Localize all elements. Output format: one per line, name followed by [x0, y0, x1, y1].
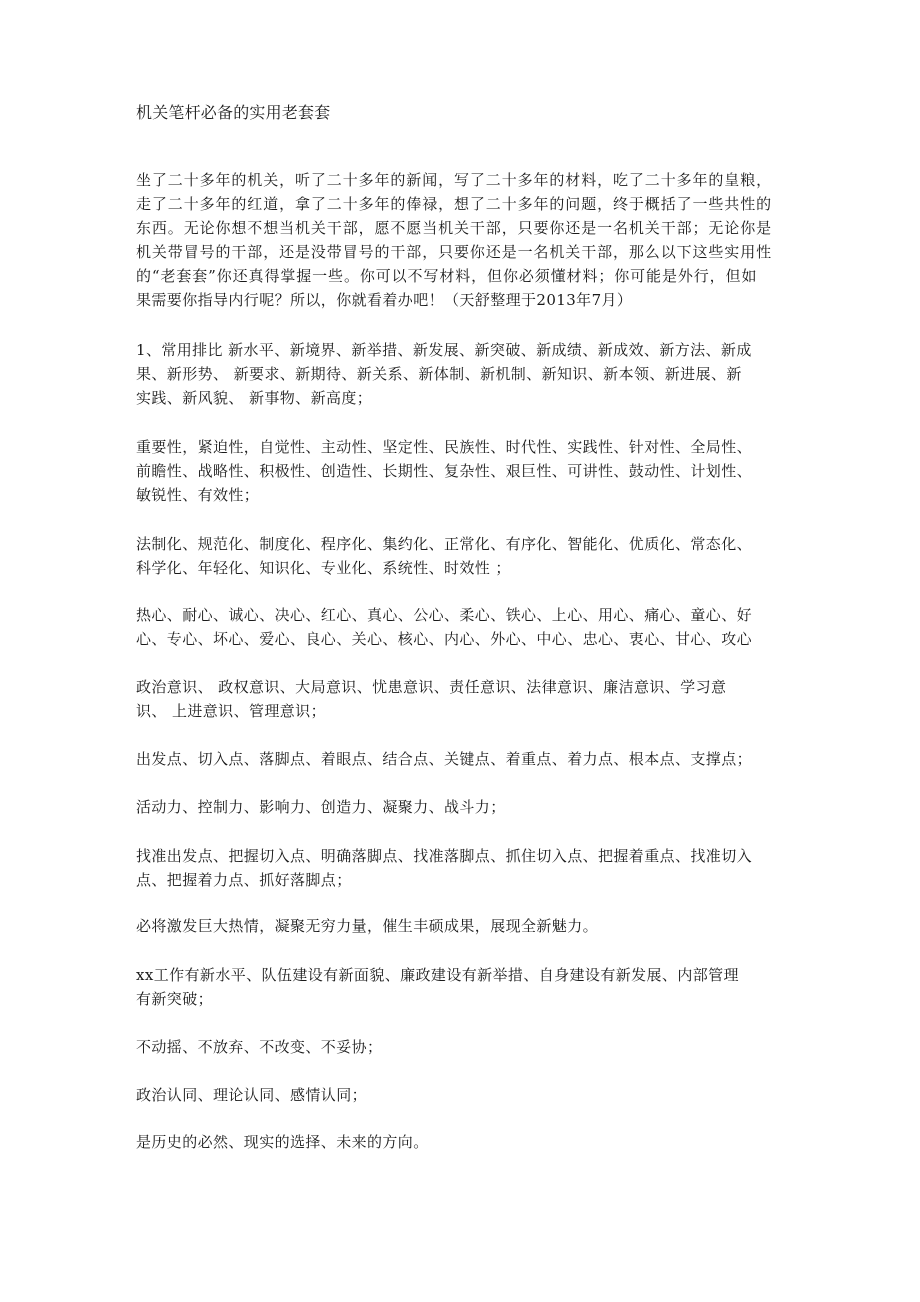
document-title: 机关笔杆必备的实用老套套	[136, 103, 331, 122]
paragraph-line: 重要性，紧迫性，自觉性、主动性、坚定性、民族性、时代性、实践性、针对性、全局性、	[136, 438, 753, 456]
paragraph-line: 实践、新风貌、 新事物、新高度；	[136, 389, 373, 407]
intro-line: 的“老套套”你还真得掌握一些。你可以不写材料，但你必须懂材料；你可能是外行，但如	[136, 267, 758, 285]
paragraph-line: 点、把握着力点、抓好落脚点；	[136, 871, 352, 889]
paragraph-line: 活动力、控制力、影响力、创造力、凝聚力、战斗力；	[136, 798, 506, 816]
paragraph-line: 科学化、年轻化、知识化、专业化、系统性、时效性 ；	[136, 559, 511, 577]
paragraph-line: 1、常用排比 新水平、新境界、新举措、新发展、新突破、新成绩、新成效、新方法、新成	[136, 341, 752, 359]
paragraph-line: 政治认同、理论认同、感情认同；	[136, 1086, 368, 1104]
paragraph-line: 果、新形势、 新要求、新期待、新关系、新体制、新机制、新知识、新本领、新进展、新	[136, 365, 742, 383]
paragraph-line: 识、 上进意识、管理意识；	[136, 702, 326, 720]
paragraph-line: 敏锐性、有效性；	[136, 486, 260, 504]
paragraph-line: 是历史的必然、现实的选择、未来的方向。	[136, 1133, 429, 1151]
paragraph-line: 法制化、规范化、制度化、程序化、集约化、正常化、有序化、智能化、优质化、常态化、	[136, 535, 753, 553]
paragraph-line: 必将激发巨大热情，凝聚无穷力量，催生丰硕成果，展现全新魅力。	[136, 917, 599, 935]
paragraph-line: 政治意识、 政权意识、大局意识、忧患意识、责任意识、法律意识、廉洁意识、学习意	[136, 678, 727, 696]
intro-line: 东西。无论你想不想当机关干部，愿不愿当机关干部，只要你还是一名机关干部；无论你是	[136, 219, 773, 237]
paragraph-line: 热心、耐心、诚心、决心、红心、真心、公心、柔心、铁心、上心、用心、痛心、童心、好	[136, 606, 753, 624]
paragraph-line: 出发点、切入点、落脚点、着眼点、结合点、关键点、着重点、着力点、根本点、支撑点；	[136, 750, 753, 768]
intro-line: 机关带冒号的干部，还是没带冒号的干部，只要你还是一名机关干部，那么以下这些实用性	[136, 243, 773, 261]
paragraph-line: 前瞻性、战略性、积极性、创造性、长期性、复杂性、艰巨性、可讲性、鼓动性、计划性、	[136, 462, 753, 480]
paragraph-line: xx工作有新水平、队伍建设有新面貌、廉政建设有新举措、自身建设有新发展、内部管理	[136, 966, 739, 984]
intro-line: 坐了二十多年的机关，听了二十多年的新闻，写了二十多年的材料，吃了二十多年的皇粮，	[136, 171, 773, 189]
intro-line: 果需要你指导内行呢？所以，你就看着办吧！（天舒整理于2013年7月）	[136, 291, 633, 309]
paragraph-line: 找准出发点、把握切入点、明确落脚点、找准落脚点、抓住切入点、把握着重点、找准切入	[136, 847, 753, 865]
paragraph-line: 心、专心、坏心、爱心、良心、关心、核心、内心、外心、中心、忠心、衷心、甘心、攻心	[136, 630, 753, 648]
paragraph-line: 有新突破；	[136, 990, 214, 1008]
paragraph-line: 不动摇、不放弃、不改变、不妥协；	[136, 1038, 383, 1056]
intro-line: 走了二十多年的红道，拿了二十多年的俸禄，想了二十多年的问题，终于概括了一些共性的	[136, 195, 773, 213]
